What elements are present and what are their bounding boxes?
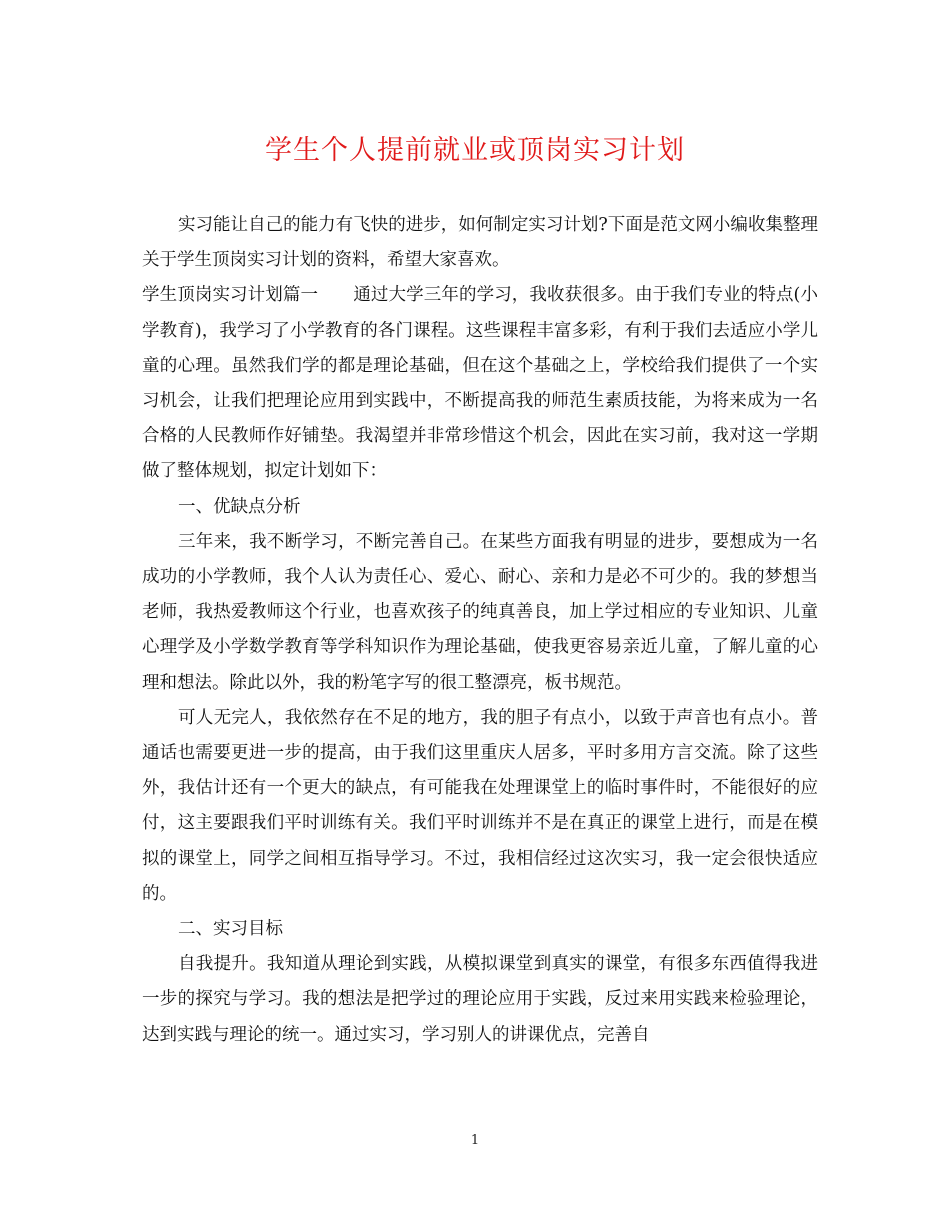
section-heading-analysis: 一、优缺点分析 (178, 496, 301, 517)
paragraph-weaknesses: 可人无完人，我依然存在不足的地方，我的胆子有点小，以致于声音也有点小。普通话也需要更进一步的提高，由于我们这里重庆人居多，平时多用方言交流。除了这些外，我估计还有一个更大的缺点，有可能我在处理课堂上的临时事件时，不能很好的应付，这主要跟我们平时训练有关。我们平时训练并不是在真正的课堂上进行，而是在模拟的课堂上，同学之间相互指导学习。不过，我相信经过这次实习，我一定会很快适应的。 (142, 707, 818, 904)
section-heading-goals: 二、实习目标 (178, 919, 283, 940)
document-title: 学生个人提前就业或顶岗实习计划 (265, 135, 685, 166)
paragraph-strengths: 三年来，我不断学习，不断完善自己。在某些方面我有明显的进步，要想成为一名成功的小学教师，我个人认为责任心、爱心、耐心、亲和力是必不可少的。我的梦想当老师，我热爱教师这个行业，也喜欢孩子的纯真善良，加上学过相应的专业知识、儿童心理学及小学数学教育等学科知识作为理论基础，使我更容易亲近儿童，了解儿童的心理和想法。除此以外，我的粉笔字写的很工整漂亮，板书规范。 (142, 531, 818, 693)
paragraph-intro: 实习能让自己的能力有飞快的进步，如何制定实习计划?下面是范文网小编收集整理关于学生顶岗实习计划的资料，希望大家喜欢。 (142, 215, 818, 271)
paragraph-plan-one: 学生顶岗实习计划篇一 通过大学三年的学习，我收获很多。由于我们专业的特点(小学教育)，我学习了小学教育的各门课程。这些课程丰富多彩，有利于我们去适应小学儿童的心理。虽然我们学的都是理论基础，但在这个基础之上，学校给我们提供了一个实习机会，让我们把理论应用到实践中，不断提高我的师范生素质技能，为将来成为一名合格的人民教师作好铺垫。我渴望并非常珍惜这个机会，因此在实习前，我对这一学期做了整体规划，拟定计划如下： (142, 285, 818, 482)
document-body (142, 208, 818, 1053)
paragraph-self-improvement: 自我提升。我知道从理论到实践，从模拟课堂到真实的课堂，有很多东西值得我进一步的探究与学习。我的想法是把学过的理论应用于实践，反过来用实践来检验理论，达到实践与理论的统一。通过实习，学习别人的讲课优点，完善自 (142, 954, 818, 1045)
page-number: 1 (470, 1133, 480, 1148)
